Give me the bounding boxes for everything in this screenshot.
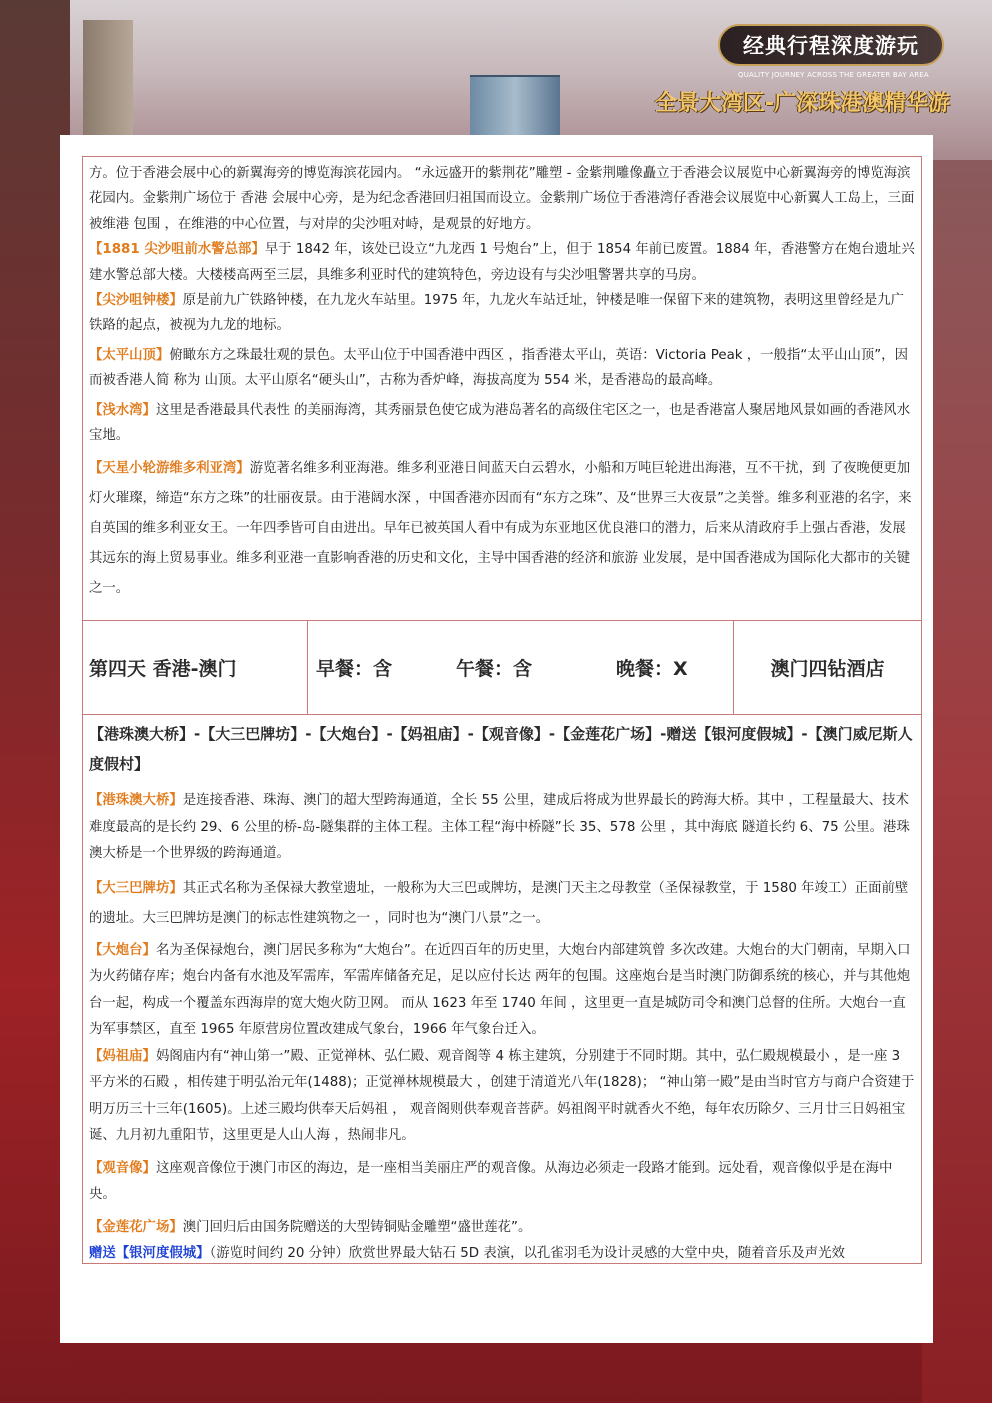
spot-paragraph: [89, 343, 915, 394]
spot-text: 澳门回归后由国务院赠送的大型铸铜贴金雕塑“盛世莲花”。: [182, 1219, 532, 1235]
spot-name: 【太平山顶】: [89, 347, 170, 363]
spot-paragraph: [89, 788, 915, 868]
spot-name: 【1881 尖沙咀前水警总部】: [89, 242, 265, 258]
mo-section: [89, 719, 915, 1264]
hk-section: [89, 161, 915, 604]
spot-name: 【大三巴牌坊】: [89, 880, 183, 896]
spot-text: 名为圣保禄炮台，澳门居民多称为“大炮台”。在近四百年的历史里，大炮台内部建筑曾 多次改建。大炮台的大门朝南，早期入口为火药储存库；炮台内备有水池及军需库，军需库储备充足，足以应付长达 两年的包围。这座炮台是当时澳门防御系统的核心，并与其他炮台一起，构成一个覆盖东西海岸的宽大炮火防卫网。 而从 1623 年至 1740 年间 ，这里更一直是城防司令和澳门总督的住所。大炮台一直为军事禁区，直至 1965 年原营房位置改建成气象台，1966 年气象台迁入。: [89, 942, 911, 1037]
breakfast-label: 早餐：含: [316, 658, 393, 680]
spot-paragraph: [89, 1215, 915, 1242]
spot-paragraph: [89, 288, 915, 339]
gift-paragraph: [89, 1241, 915, 1264]
day-title: 第四天 香港-澳门: [89, 658, 237, 680]
hotel-label: 澳门四钻酒店: [770, 658, 885, 680]
spot-paragraph: [89, 874, 915, 934]
spot-name: 【天星小轮游维多利亚湾】: [89, 461, 250, 477]
gift-text: （游览时间约 20 分钟）欣赏世界最大钻石 5D 表演，以孔雀羽毛为设计灵感的大堂中央，随着音乐及声光效: [209, 1246, 845, 1261]
spot-text: 俯瞰东方之珠最壮观的景色。太平山位于中国香港中西区 ，指香港太平山，英语：Victoria Peak ，一般指“太平山山顶”，因而被香港人简 称为 山顶。太平山原名“硬头山”，古称为香炉峰，海拔高度为 554 米，是香港岛的最高峰。: [89, 347, 908, 389]
route-summary: 【港珠澳大桥】-【大三巴牌坊】-【大炮台】-【妈祖庙】-【观音像】-【金莲花广场】-赠送【银河度假城】-【澳门威尼斯人度假村】: [89, 725, 913, 773]
day-header-row: [83, 620, 921, 715]
route-title: 全景大湾区-广深珠港澳精华游: [654, 91, 950, 116]
spot-name: 【港珠澳大桥】: [89, 793, 183, 808]
spot-text: 妈阁庙内有“神山第一”殿、正觉禅林、弘仁殿、观音阁等 4 栋主建筑，分别建于不同时期。其中，弘仁殿规模最小 ，是一座 3 平方米的石殿 ，相传建于明弘治元年(1488)；正觉禅林规模最大 ，创建于清道光八年(1828)； “神山第一殿”是由当时官方与商户合资建于明万历三十三年(1605)。上述三殿均供奉天后妈祖 ， 观音阁则供奉观音菩萨。妈祖阁平时就香火不绝，每年农历除夕、三月廿三日妈祖宝诞、九月初九重阳节，这里更是人山人海 ，热闹非凡。: [89, 1048, 915, 1143]
spot-paragraph: [89, 1156, 915, 1209]
spot-name: 【大炮台】: [89, 942, 156, 958]
spot-name: 【金莲花广场】: [89, 1219, 183, 1235]
itinerary-frame: [82, 156, 922, 1264]
intro-paragraph: 方。位于香港会展中心的新翼海旁的博览海滨花园内。 “永远盛开的紫荆花”雕塑 - 金紫荆雕像矗立于香港会议展览中心新翼海旁的博览海滨花园内。金紫荆广场位于 香港 会展中心旁，是为纪念香港回归祖国而设立。金紫荆广场位于香港湾仔香港会议展览中心新翼人工岛上，三面被维港 包围 ，在维港的中心位置，与对岸的尖沙咀对峙，是观景的好地方。: [89, 166, 915, 232]
spot-paragraph: [89, 938, 915, 1044]
mo-spots: [89, 788, 915, 1264]
dinner-label: 晚餐：X: [616, 658, 688, 680]
skyscraper-image: [470, 75, 560, 137]
spot-text: 这座观音像位于澳门市区的海边，是一座相当美丽庄严的观音像。从海边必须走一段路才能到。远处看，观音像似乎是在海中央。: [89, 1160, 893, 1202]
spot-name: 【尖沙咀钟楼】: [89, 293, 183, 309]
spot-name: 【浅水湾】: [89, 402, 156, 418]
spot-paragraph: [89, 1044, 915, 1150]
spot-text: 这里是香港最具代表性 的美丽海湾，其秀丽景色使它成为港岛著名的高级住宅区之一，也是香港富人聚居地风景如画的香港风水宝地。: [89, 402, 911, 444]
spot-paragraph: [89, 398, 915, 449]
header-badge: [718, 24, 944, 66]
spot-paragraph: [89, 237, 915, 288]
lunch-label: 午餐：含: [456, 658, 533, 680]
spot-name: 【妈祖庙】: [89, 1048, 156, 1064]
spot-text: 原是前九广铁路钟楼，在九龙火车站里。1975 年，九龙火车站迁址，钟楼是唯一保留下来的建筑物，表明这里曾经是九广铁路的起点，被视为九龙的地标。: [89, 293, 904, 334]
badge-text: 经典行程深度游玩: [743, 34, 919, 58]
gift-name: 赠送【银河度假城】: [89, 1246, 210, 1261]
spot-text: 其正式名称为圣保禄大教堂遗址，一般称为大三巴或牌坊，是澳门天主之母教堂（圣保禄教堂，于 1580 年竣工）正面前壁的遗址。大三巴牌坊是澳门的标志性建筑物之一 ，同时也为“澳门八景”之一。: [89, 880, 909, 926]
spot-name: 【观音像】: [89, 1160, 156, 1176]
spot-text: 游览著名维多利亚海港。维多利亚港日间蓝天白云碧水，小船和万吨巨轮进出海港，互不干扰，到 了夜晚便更加灯火璀璨，缔造“东方之珠”的壮丽夜景。由于港阔水深 ，中国香港亦因而有“东方之珠”、及“世界三大夜景”之美誉。维多利亚港的名字，来自英国的维多利亚女王。一年四季皆可自由进出。早年已被英国人看中有成为东亚地区优良港口的潜力，后来从清政府手上强占香港，发展其远东的海上贸易事业。维多利亚港一直影响香港的历史和文化，主导中国香港的经济和旅游 业发展，是中国香港成为国际化大都市的关键之一。: [89, 461, 912, 597]
header-subtitle-en: QUALITY JOURNEY ACROSS THE GREATER BAY AREA: [738, 71, 929, 79]
building-image: [83, 20, 133, 135]
spot-paragraph: [89, 454, 915, 604]
divider: [307, 621, 308, 714]
spot-text: 是连接香港、珠海、澳门的超大型跨海通道，全长 55 公里，建成后将成为世界最长的跨海大桥。其中 ，工程量最大、技术难度最高的是长约 29、6 公里的桥-岛-隧集群的主体工程。主体工程“海中桥隧”长 35、578 公里 ，其中海底 隧道长约 6、75 公里。港珠澳大桥是一个世界级的跨海通道。: [89, 793, 910, 861]
spot-text: 早于 1842 年，该处已设立“九龙西 1 号炮台”上，但于 1854 年前已废置。1884 年，香港警方在炮台遗址兴建水警总部大楼。大楼楼高两至三层，具维多利亚时代的建筑特色，旁边设有与尖沙咀警署共享的马房。: [89, 242, 915, 283]
